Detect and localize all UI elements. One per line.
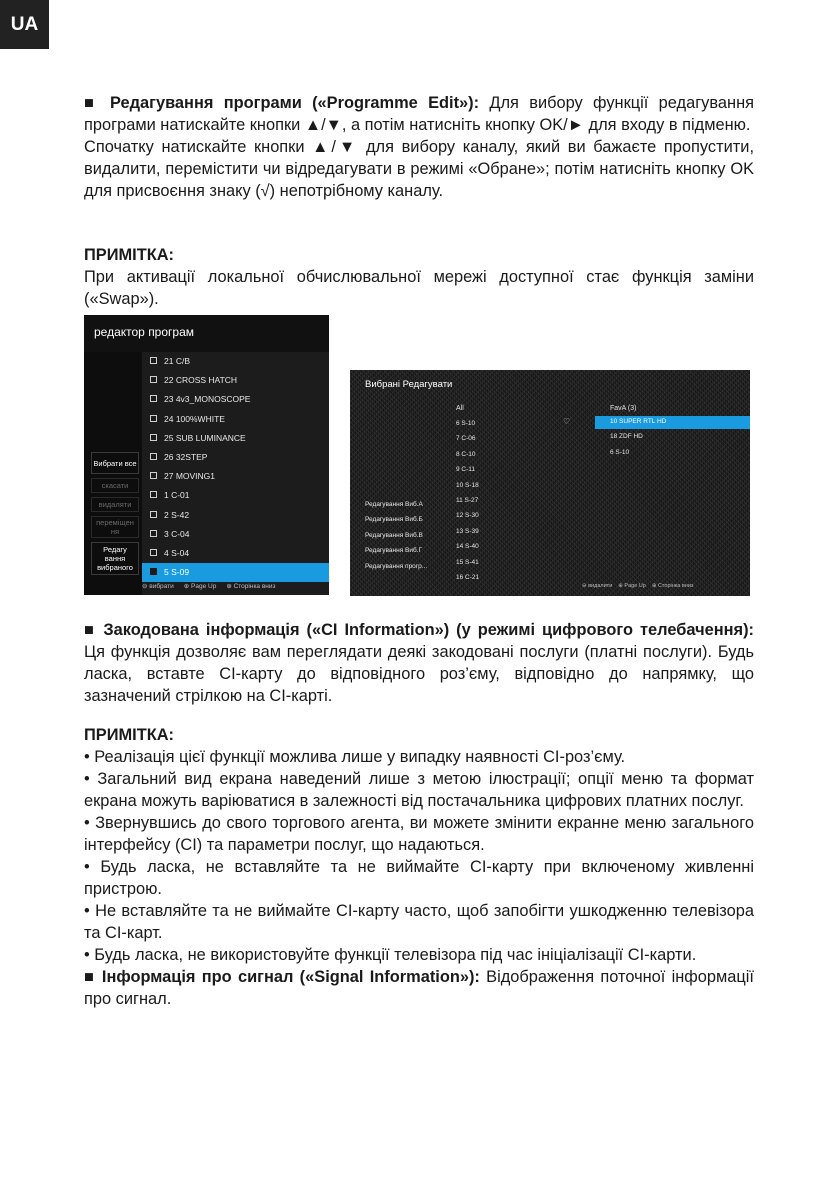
channel-checkbox[interactable]: [150, 395, 157, 402]
channel-label: 22 CROSS HATCH: [164, 375, 238, 386]
programme-edit-body2: Спочатку натискайте кнопки ▲/▼ для вибору каналу, який ви бажаєте пропустити, видалити, перемістити чи відредагувати в режимі «Обране»; потім натисніть кнопку OK для присвоєння знаку (√) непотрібному каналу.: [84, 138, 754, 200]
all-channels-header: All: [456, 405, 464, 412]
footer-hint: ⊕ Page Up: [183, 583, 217, 590]
channel-checkbox[interactable]: [150, 357, 157, 364]
all-channel-item[interactable]: 12 S-30: [456, 512, 479, 520]
note2-item: • Загальний вид екрана наведений лише з метою ілюстрації; опції меню та формат екрана можуть варіюватися в залежності від постачальника цифрових платних послуг.: [84, 770, 754, 810]
channel-row[interactable]: [142, 429, 329, 448]
channel-row[interactable]: [142, 390, 329, 409]
footer-hint: ⊖ видалити: [582, 583, 613, 589]
fav-channel-selected[interactable]: [595, 416, 750, 429]
channel-label: 23 4v3_MONOSCOPE: [164, 394, 251, 405]
favourites-edit-screenshot: [350, 370, 750, 596]
move-button[interactable]: переміщен ня: [91, 516, 139, 538]
signal-information-title: ■ Інформація про сигнал («Signal Information»):: [84, 968, 480, 986]
fav-edit-side-item[interactable]: Редагування прогр...: [365, 562, 428, 570]
language-tab-label: UA: [10, 13, 39, 35]
channel-checkbox[interactable]: [150, 568, 157, 575]
favourites-edit-footer: [582, 583, 699, 589]
channel-row[interactable]: [142, 525, 329, 544]
note2-item: • Звернувшись до свого торгового агента, ви можете змінити екранне меню загального інтерфейсу (CI) та параметри послуг, що надаються.: [84, 814, 754, 854]
channel-row[interactable]: [142, 467, 329, 486]
ci-information-body: Ця функція дозволяє вам переглядати деякі закодовані послуги (платні послуги). Будь ласка, вставте CI-карту до відповідного роз’єму, відповідно до напрямку, що зазначений стрілкою на CI-карті.: [84, 643, 754, 705]
delete-button[interactable]: видаляти: [91, 497, 139, 512]
fav-edit-side-item[interactable]: Редагування Виб.Г: [365, 547, 423, 555]
ci-information-section: [84, 619, 754, 707]
signal-information-body: Відображення поточної інформації про сигнал.: [84, 968, 754, 1008]
all-channel-item[interactable]: 6 S-10: [456, 420, 476, 427]
fav-channel-selected-label: 10 SUPER RTL HD: [610, 418, 667, 425]
favourite-heart-icon: ♡: [563, 417, 571, 426]
cancel-button[interactable]: скасати: [91, 478, 139, 493]
all-channel-item[interactable]: 7 C-06: [456, 435, 476, 443]
note1-body: При активації локальної обчислювальної мережі доступної стає функція заміни («Swap»).: [84, 268, 754, 308]
channel-row[interactable]: [142, 352, 329, 371]
channel-checkbox[interactable]: [150, 376, 157, 383]
all-channel-item[interactable]: 10 S-18: [456, 481, 479, 489]
channel-checkbox[interactable]: [150, 415, 157, 422]
channel-label: 24 100%WHITE: [164, 413, 225, 424]
edit-favourites-button[interactable]: Редагу вання вибраного: [91, 542, 139, 575]
footer-hint: ⊕ Page Up: [618, 583, 646, 589]
channel-row[interactable]: [142, 486, 329, 505]
channel-row[interactable]: [142, 506, 329, 525]
program-editor-title: редактор програм: [94, 325, 195, 339]
channel-checkbox[interactable]: [150, 491, 157, 498]
signal-information-paragraph: [84, 966, 754, 1010]
ci-information-title: ■ Закодована інформація («CI Information») (у режимі цифрового телебачення):: [84, 621, 754, 639]
channel-label: 1 C-01: [164, 490, 190, 501]
fav-channel-item[interactable]: 6 S-10: [610, 448, 630, 456]
programme-edit-title: ■ Редагування програми («Programme Edit»):: [84, 94, 480, 112]
footer-hint: ⊕ Сторінка вниз: [226, 583, 276, 590]
channel-label: 26 32STEP: [164, 452, 208, 462]
all-channel-item[interactable]: 14 S-40: [456, 543, 479, 551]
note1-heading: ПРИМІТКА:: [84, 246, 175, 264]
all-channel-item[interactable]: 11 S-27: [456, 497, 479, 504]
channel-label: 4 S-04: [164, 548, 190, 558]
fav-edit-side-item[interactable]: Редагування Виб.В: [365, 531, 423, 539]
channel-row[interactable]: [142, 371, 329, 390]
fav-list-header: FavA (3): [610, 405, 637, 412]
channel-checkbox[interactable]: [150, 549, 157, 556]
select-all-button[interactable]: Вибрати все: [91, 452, 139, 474]
channel-label: 5 S-09: [164, 567, 190, 578]
all-channel-item[interactable]: 15 S-41: [456, 558, 479, 566]
program-editor-screenshot: [84, 315, 329, 595]
channel-row[interactable]: [142, 448, 329, 467]
note2-section: [84, 724, 754, 1010]
favourites-edit-title: Вибрані Редагувати: [365, 379, 453, 390]
program-editor-channel-list: [142, 352, 329, 595]
fav-edit-side-item[interactable]: Редагування Виб.Б: [365, 516, 423, 524]
programme-edit-section: [84, 92, 754, 202]
all-channel-item[interactable]: 8 C-10: [456, 450, 476, 458]
channel-label: 2 S-42: [164, 509, 190, 520]
all-channel-item[interactable]: 16 C-21: [456, 574, 480, 581]
program-editor-footer: [142, 578, 329, 595]
channel-label: 25 SUB LUMINANCE: [164, 432, 246, 443]
note2-item: • Будь ласка, не вставляйте та не виймайте CI-карту при включеному живленні пристрою.: [84, 858, 754, 898]
footer-hint: ⊕ Сторінка вниз: [651, 583, 694, 589]
channel-label: 27 MOVING1: [164, 471, 216, 482]
channel-row[interactable]: [142, 544, 329, 563]
channel-checkbox[interactable]: [150, 511, 157, 518]
footer-hint: ⊖ вибрати: [142, 583, 174, 590]
note2-item: • Реалізація цієї функції можлива лише у випадку наявності CI-роз’єму.: [84, 748, 626, 766]
programme-edit-body: Для вибору функції редагування програми натискайте кнопки ▲/▼, а потім натисніть кнопку OK/► для входу в підменю.: [84, 94, 754, 134]
channel-checkbox[interactable]: [150, 530, 157, 537]
language-tab: [0, 0, 49, 49]
program-editor-side-panel: [84, 352, 142, 595]
all-channel-item[interactable]: 13 S-39: [456, 527, 479, 535]
channel-checkbox[interactable]: [150, 434, 157, 441]
channel-label: 21 C/B: [164, 356, 190, 366]
note2-heading: ПРИМІТКА:: [84, 726, 175, 744]
note2-item: • Будь ласка, не використовуйте функції телевізора під час ініціалізації CI-карти.: [84, 946, 697, 964]
channel-row[interactable]: [142, 410, 329, 429]
note2-item: • Не вставляйте та не виймайте CI-карту часто, щоб запобігти ушкодженню телевізора та CI-карт.: [84, 902, 754, 942]
channel-checkbox[interactable]: [150, 453, 157, 460]
ci-information-paragraph: [84, 619, 754, 707]
note1-section: [84, 244, 754, 310]
all-channel-item[interactable]: 9 C-11: [456, 466, 476, 474]
channel-label: 3 C-04: [164, 528, 190, 539]
fav-channel-item[interactable]: 18 ZDF HD: [610, 433, 643, 441]
programme-edit-paragraph: [84, 92, 754, 136]
fav-edit-side-item[interactable]: Редагування Виб.А: [365, 501, 423, 508]
channel-checkbox[interactable]: [150, 472, 157, 479]
